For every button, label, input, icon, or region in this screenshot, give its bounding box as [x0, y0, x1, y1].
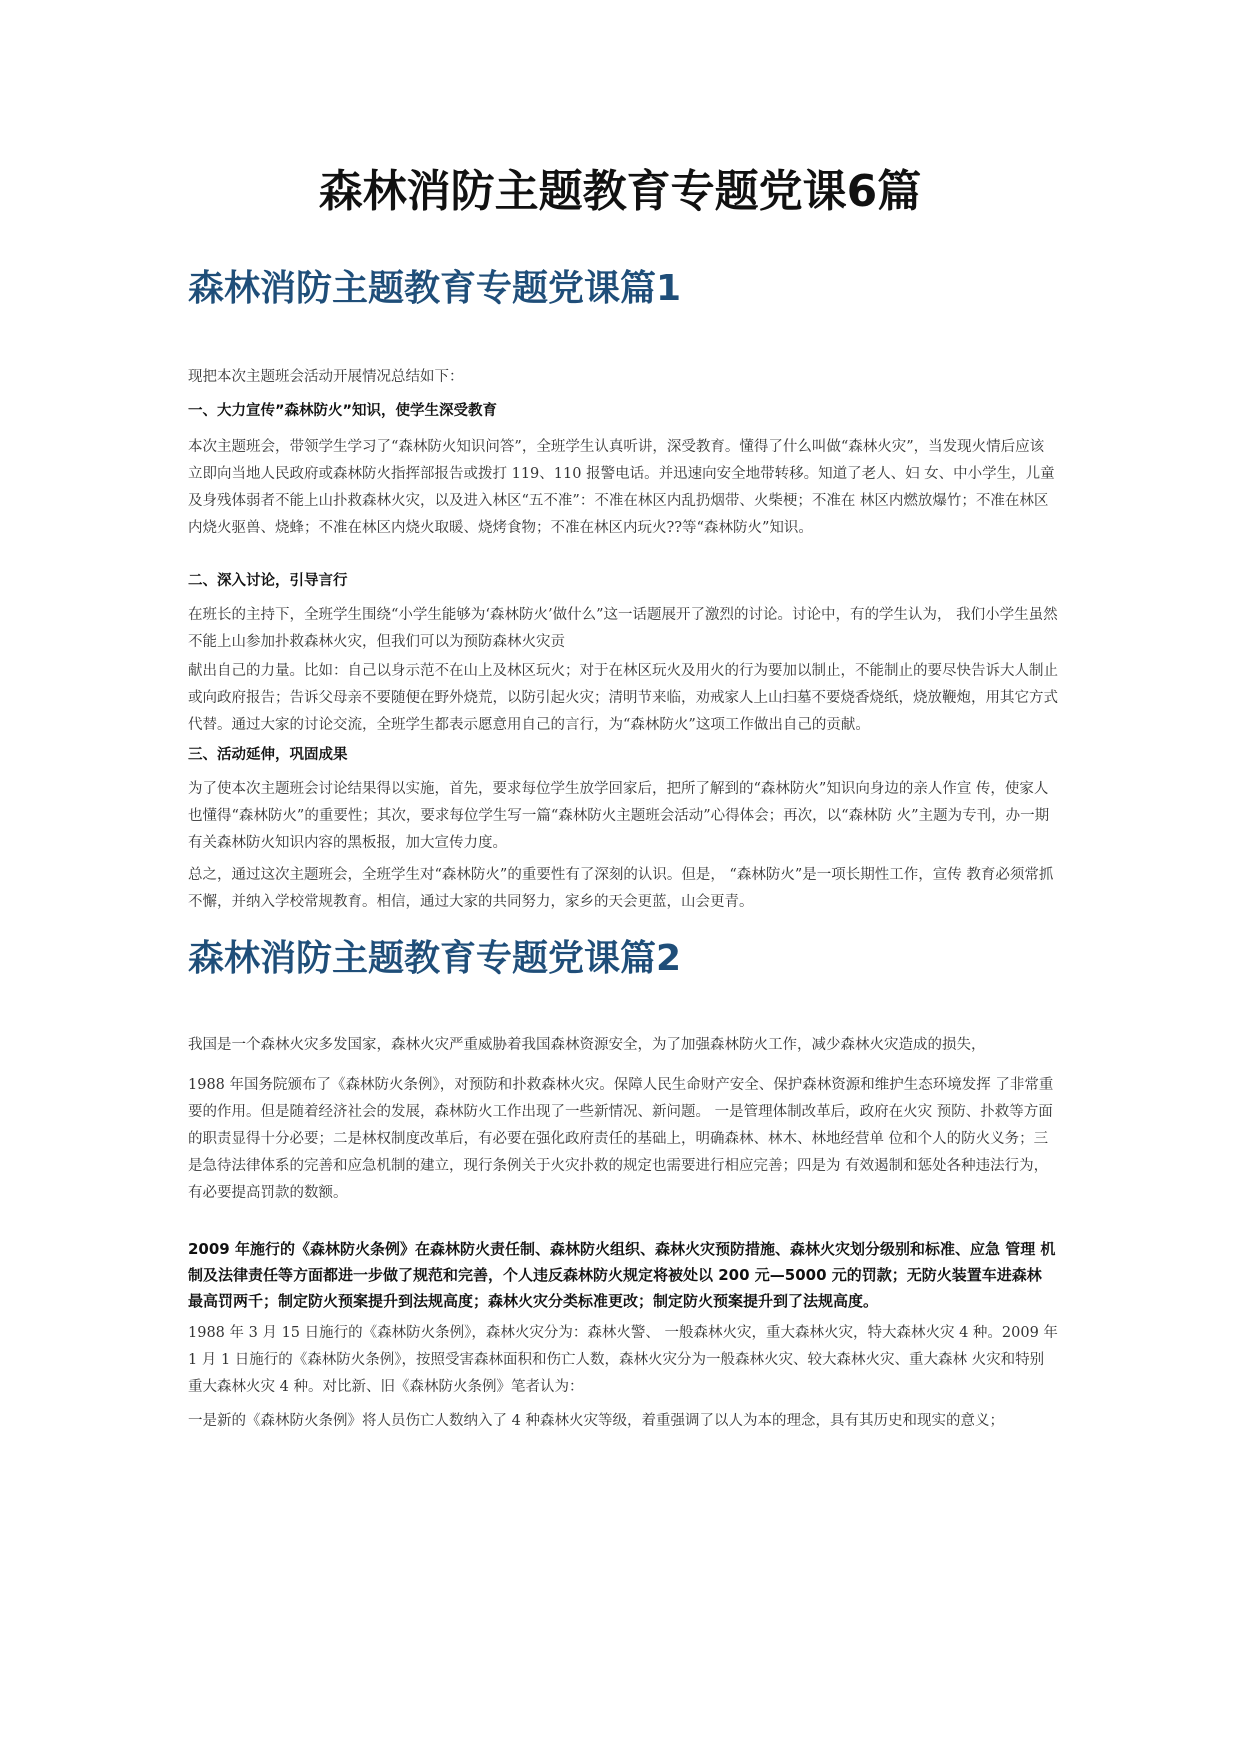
document-title: 森林消防主题教育专题党课6篇: [318, 166, 922, 217]
section-1-heading-3: 三、活动延伸，巩固成果: [188, 747, 348, 763]
section-2-paragraph-5: 一是新的《森林防火条例》将人员伤亡人数纳入了 4 种森林火灾等级，着重强调了以人为本的理念，具有其历史和现实的意义；: [188, 1413, 1004, 1429]
section-1-paragraph-1: 本次主题班会，带领学生学习了“森林防火知识问答”，全班学生认真听讲，深受教育。懂得了什么叫做“森林火灾”，当发现火情后应该立即向当地人民政府或森林防火指挥部报告或拨打 119、110 报警电话。并迅速向安全地带转移。知道了老人、妇 女、中小学生，儿童及身残体弱者不能上山扑救森林火灾，以及进入林区“五不准”：不准在林区内乱扔烟带、火柴梗；不准在 林区内燃放爆竹；不准在林区内烧火驱兽、烧蜂；不准在林区内烧火取暖、烧烤食物；不准在林区内玩火??等“森林防火”知识。: [188, 439, 1055, 536]
section-2-paragraph-4: 1988 年 3 月 15 日施行的《森林防火条例》，森林火灾分为：森林火警、 一般森林火灾，重大森林火灾，特大森林火灾 4 种。2009 年 1 月 1 日施行的《森林防火条例》，按照受害森林面积和伤亡人数，森林火灾分为一般森林火灾、较大森林火灾、重大森林 火灾和特别重大森林火灾 4 种。对比新、旧《森林防火条例》笔者认为：: [188, 1325, 1058, 1395]
section-1-heading-1: 一、大力宣传”森林防火”知识，使学生深受教育: [188, 403, 498, 419]
section-1-paragraph-3: 献出自己的力量。比如：自己以身示范不在山上及林区玩火；对于在林区玩火及用火的行为要加以制止，不能制止的要尽快告诉大人制止或向政府报告；告诉父母亲不要随便在野外烧荒，以防引起火灾；清明节来临，劝戒家人上山扫墓不要烧香烧纸，烧放鞭炮，用其它方式代替。通过大家的讨论交流，全班学生都表示愿意用自己的言行，为“森林防火”这项工作做出自己的贡献。: [188, 663, 1058, 733]
section-2-paragraph-3: 2009 年施行的《森林防火条例》在森林防火责任制、森林防火组织、森林火灾预防措施、森林火灾划分级别和标准、应急 管理 机制及法律责任等方面都进一步做了规范和完善，个人违反森林防火规定将被处以 200 元—5000 元的罚款；无防火装置车进森林 最高罚两千；制定防火预案提升到法规高度；森林火灾分类标准更改；制定防火预案提升到了法规高度。: [188, 1240, 1056, 1310]
section-1-intro: 现把本次主题班会活动开展情况总结如下：: [188, 369, 464, 385]
section-2-paragraph-2: 1988 年国务院颁布了《森林防火条例》，对预防和扑救森林火灾。保障人民生命财产安全、保护森林资源和维护生态环境发挥 了非常重要的作用。但是随着经济社会的发展，森林防火工作出现了一些新情况、新问题。 一是管理体制改革后，政府在火灾 预防、扑救等方面的职责显得十分必要；二是林权制度改革后，有必要在强化政府责任的基础上，明确森林、林木、林地经营单 位和个人的防火义务；三是急待法律体系的完善和应急机制的建立，现行条例关于火灾扑救的规定也需要进行相应完善；四是为 有效遏制和惩处各种违法行为，有必要提高罚款的数额。: [188, 1077, 1054, 1201]
section-1-paragraph-2: 在班长的主持下，全班学生围绕“小学生能够为‘森林防火’做什么”这一话题展开了激烈的讨论。讨论中，有的学生认为， 我们小学生虽然不能上山参加扑救森林火灾，但我们可以为预防森林火灾贡: [188, 607, 1058, 650]
section-1-paragraph-5: 总之，通过这次主题班会，全班学生对“森林防火”的重要性有了深刻的认识。但是， “森林防火”是一项长期性工作，宣传 教育必须常抓不懈，并纳入学校常规教育。相信，通过大家的共同努力，家乡的天会更蓝，山会更青。: [188, 867, 1054, 910]
section-1-heading-2: 二、深入讨论，引导言行: [188, 573, 348, 589]
section-1-title: 森林消防主题教育专题党课篇1: [188, 268, 682, 309]
section-1-paragraph-4: 为了使本次主题班会讨论结果得以实施，首先，要求每位学生放学回家后，把所了解到的“森林防火”知识向身边的亲人作宣 传，使家人也懂得“森林防火”的重要性；其次，要求每位学生写一篇“森林防火主题班会活动”心得体会；再次，以“森林防 火”主题为专刊，办一期有关森林防火知识内容的黑板报，加大宣传力度。: [188, 781, 1050, 851]
section-2-title: 森林消防主题教育专题党课篇2: [188, 938, 682, 979]
section-2-paragraph-1: 我国是一个森林火灾多发国家，森林火灾严重威胁着我国森林资源安全，为了加强森林防火工作，减少森林火灾造成的损失，: [188, 1037, 986, 1053]
